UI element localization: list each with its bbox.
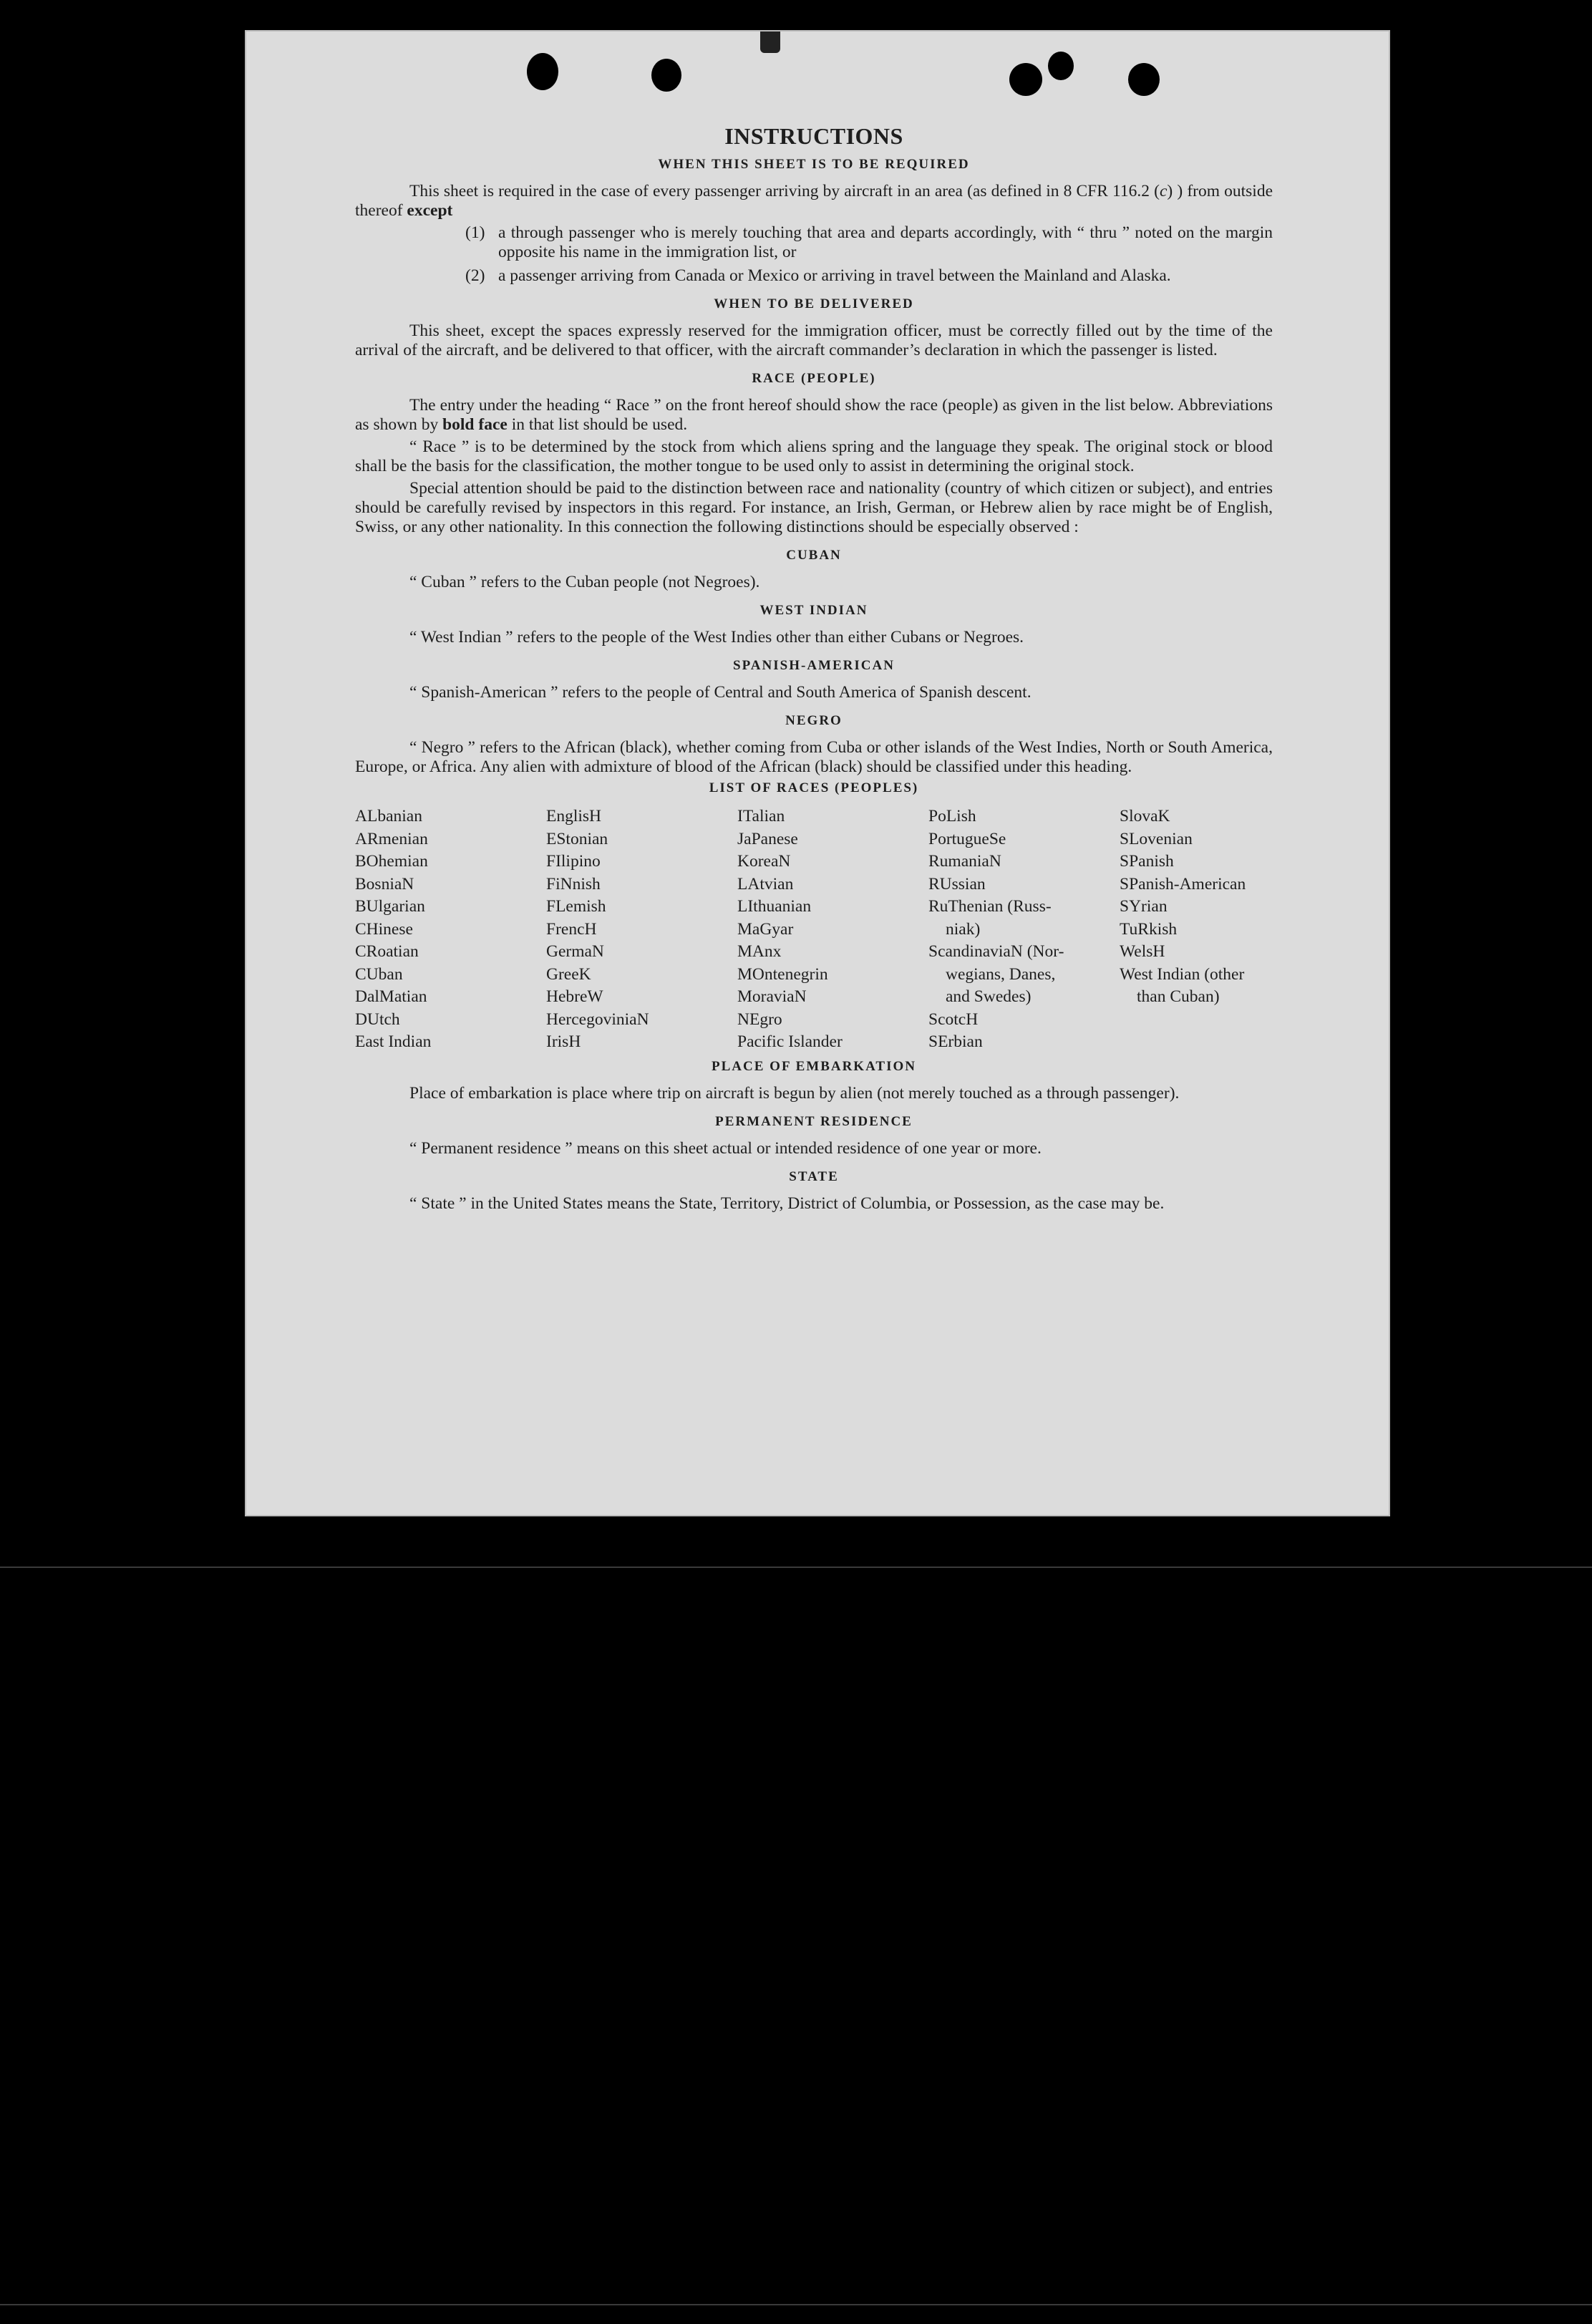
race-entry: HebreW xyxy=(546,987,603,1006)
race-entry: FIlipino xyxy=(546,852,601,871)
document-page xyxy=(245,30,1390,1516)
race-entry: GermaN xyxy=(546,942,604,961)
race-entry: MOntenegrin xyxy=(737,964,828,984)
race-entry: DalMatian xyxy=(355,987,427,1006)
spanish-american-text: “ Spanish-American ” refers to the people of Central and South America of Spanish descent. xyxy=(409,683,1032,702)
race-entry: ARmenian xyxy=(355,829,428,848)
heading-west-indian: WEST INDIAN xyxy=(759,603,868,618)
heading-list-of-races: LIST OF RACES (PEOPLES) xyxy=(709,780,919,795)
race-entry: West Indian (other xyxy=(1120,964,1245,984)
race-entry: EnglisH xyxy=(546,807,602,825)
race-entry: RumaniaN xyxy=(928,852,1001,871)
race-list-table xyxy=(355,805,1273,1054)
race-list-column-4 xyxy=(928,805,1120,1054)
heading-cuban: CUBAN xyxy=(786,548,842,563)
race-paragraph-2: “ Race ” is to be determined by the stock from which aliens spring and the language they speak. The original stock or blood shall be the basis for the classification, the mother tongue to be used only to assist in determining the original stock. xyxy=(355,437,1273,475)
race-entry-continuation: than Cuban) xyxy=(1137,987,1220,1006)
race-entry: NEgro xyxy=(737,1010,782,1029)
west-indian-text: “ West Indian ” refers to the people of the West Indies other than either Cubans or Negroes. xyxy=(409,628,1024,647)
race-entry: BUlgarian xyxy=(355,897,425,916)
race-entry: ALbanian xyxy=(355,807,422,825)
race-entry: WelsH xyxy=(1120,942,1165,961)
exception-number: (1) xyxy=(465,223,485,242)
film-edge-line-bottom xyxy=(0,2304,1592,2305)
punch-hole-2 xyxy=(651,59,681,92)
instructions-content xyxy=(355,122,1273,1216)
race-list-column-2 xyxy=(546,805,737,1054)
heading-when-delivered: WHEN TO BE DELIVERED xyxy=(714,296,914,311)
race-entry: SlovaK xyxy=(1120,807,1170,825)
punch-hole-3 xyxy=(1009,63,1042,96)
race-entry: CUban xyxy=(355,964,403,984)
race-entry: SPanish-American xyxy=(1120,874,1246,894)
race-entry: BOhemian xyxy=(355,852,428,871)
race-entry: TuRkish xyxy=(1120,919,1178,939)
race-entry: FiNnish xyxy=(546,874,601,894)
punch-hole-5 xyxy=(1128,63,1160,96)
race-entry: MoraviaN xyxy=(737,987,807,1006)
punch-hole-1 xyxy=(527,53,558,90)
race-entry: SErbian xyxy=(928,1032,983,1051)
heading-state: STATE xyxy=(789,1168,839,1184)
race-entry: BosniaN xyxy=(355,874,414,894)
race-entry: SYrian xyxy=(1120,897,1168,916)
race-entry: LAtvian xyxy=(737,874,794,894)
race-entry: ITalian xyxy=(737,807,785,825)
race-entry: SPanish xyxy=(1120,852,1174,871)
cuban-text: “ Cuban ” refers to the Cuban people (not Negroes). xyxy=(409,573,760,591)
film-edge-line-top xyxy=(0,1567,1592,1568)
race-list-column-3 xyxy=(737,805,928,1054)
race-entry: CHinese xyxy=(355,919,413,939)
negro-text: “ Negro ” refers to the African (black), whether coming from Cuba or other islands of the West Indies, North or South America, Europe, or Africa. Any alien with admixture of blood of the African (black) should be classified under this heading. xyxy=(355,738,1273,776)
race-entry: PoLish xyxy=(928,807,976,825)
race-entry: SLovenian xyxy=(1120,829,1193,848)
heading-when-required: WHEN THIS SHEET IS TO BE REQUIRED xyxy=(658,157,970,172)
heading-race: RACE (PEOPLE) xyxy=(752,371,876,386)
heading-spanish-american: SPANISH-AMERICAN xyxy=(733,658,895,673)
race-entry: FrencH xyxy=(546,919,597,939)
race-list-column-1 xyxy=(355,805,546,1054)
race-paragraph-1: The entry under the heading “ Race ” on the front hereof should show the race (people) as given in the list below. Abbreviations as shown by bold face in that list should be used. xyxy=(355,396,1273,434)
race-paragraph-3: Special attention should be paid to the distinction between race and nationality (country of which citizen or subject), and entries should be carefully revised by inspectors in this regard. For instance, an Irish, German, or Hebrew alien by race might be of English, Swiss, or any other nationality. In this connection the following distinctions should be especially observed : xyxy=(355,479,1273,536)
race-entry: IrisH xyxy=(546,1032,581,1051)
exception-item-1 xyxy=(465,223,1273,262)
punch-hole-4 xyxy=(1048,52,1074,80)
permanent-residence-text: “ Permanent residence ” means on this sheet actual or intended residence of one year or more. xyxy=(409,1138,1042,1158)
race-list-column-5 xyxy=(1120,805,1311,1054)
race-entry-continuation: and Swedes) xyxy=(946,987,1032,1006)
when-delivered-text: This sheet, except the spaces expressly reserved for the immigration officer, must be correctly filled out by the time of the arrival of the aircraft, and be delivered to that officer, with the aircraft commander’s declaration in which the passenger is listed. xyxy=(355,321,1273,359)
race-entry: Pacific Islander xyxy=(737,1032,843,1051)
race-entry: GreeK xyxy=(546,964,591,984)
page-title: INSTRUCTIONS xyxy=(724,123,903,149)
race-entry: RUssian xyxy=(928,874,986,894)
race-entry: HercegoviniaN xyxy=(546,1010,649,1029)
race-entry: MaGyar xyxy=(737,919,794,939)
race-entry: ScandinaviaN (Nor- xyxy=(928,942,1064,961)
exception-text: a through passenger who is merely touching that area and departs accordingly, with “ thru ” noted on the margin opposite his name in the immigration list, or xyxy=(498,223,1273,261)
exception-item-2 xyxy=(465,266,1273,286)
when-required-intro: This sheet is required in the case of every passenger arriving by aircraft in an area (as defined in 8 CFR 116.2 (c) ) from outside thereof except xyxy=(355,182,1273,220)
race-entry: LIthuanian xyxy=(737,897,812,916)
race-entry: PortugueSe xyxy=(928,829,1006,848)
race-entry: JaPanese xyxy=(737,829,798,848)
race-entry-continuation: wegians, Danes, xyxy=(946,964,1056,984)
staple-mark xyxy=(760,32,780,53)
heading-permanent-residence: PERMANENT RESIDENCE xyxy=(715,1113,913,1129)
race-entry: East Indian xyxy=(355,1032,432,1051)
race-entry: RuThenian (Russ- xyxy=(928,897,1052,916)
embarkation-text: Place of embarkation is place where trip on aircraft is begun by alien (not merely touched as a through passenger). xyxy=(409,1083,1180,1103)
race-entry: ScotcH xyxy=(928,1010,979,1029)
exception-number: (2) xyxy=(465,266,485,285)
race-entry: MAnx xyxy=(737,942,782,961)
race-entry: KoreaN xyxy=(737,852,791,871)
state-text: “ State ” in the United States means the State, Territory, District of Columbia, or Possession, as the case may be. xyxy=(409,1194,1165,1213)
heading-embarkation: PLACE OF EMBARKATION xyxy=(712,1058,916,1074)
race-entry-continuation: niak) xyxy=(946,919,981,939)
exception-text: a passenger arriving from Canada or Mexico or arriving in travel between the Mainland and Alaska. xyxy=(498,266,1171,285)
race-entry: FLemish xyxy=(546,897,606,916)
race-entry: CRoatian xyxy=(355,942,419,961)
race-entry: EStonian xyxy=(546,829,608,848)
heading-negro: NEGRO xyxy=(785,713,843,728)
race-entry: DUtch xyxy=(355,1010,400,1029)
